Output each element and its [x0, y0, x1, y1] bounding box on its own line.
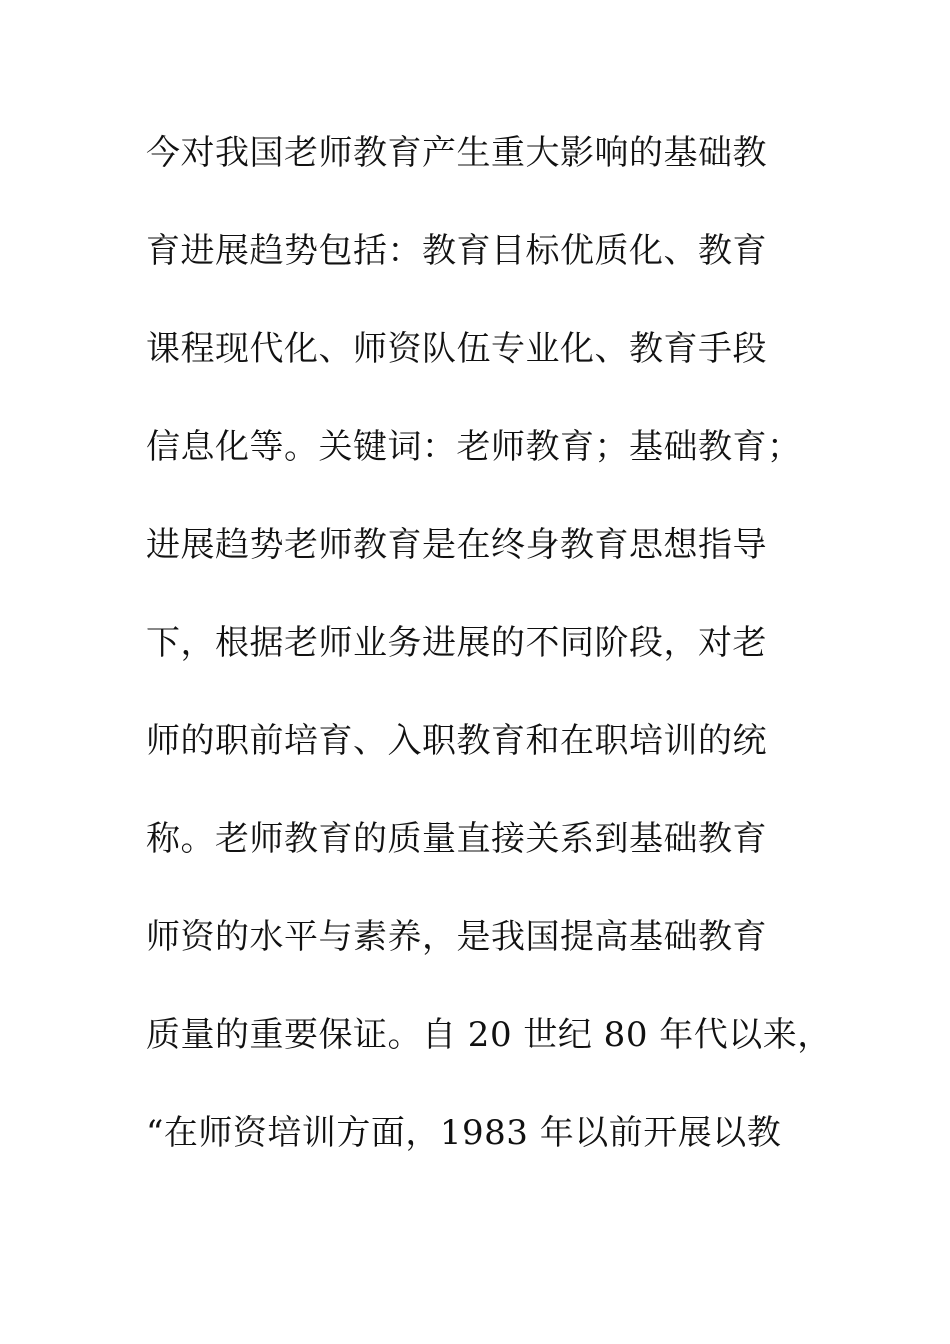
body-text [146, 128, 832, 1206]
text-line: 进展趋势老师教育是在终身教育思想指导 [146, 525, 767, 565]
text-line: 育进展趋势包括：教育目标优质化、教育 [146, 231, 767, 271]
text-line: 信息化等。关键词：老师教育；基础教育； [146, 427, 802, 467]
text-line: 师的职前培育、入职教育和在职培训的统 [146, 721, 767, 761]
text-line: “在师资培训方面，1983 年以前开展以教 [146, 1113, 782, 1153]
text-line: 质量的重要保证。自 20 世纪 80 年代以来， [146, 1015, 832, 1055]
text-line: 今对我国老师教育产生重大影响的基础教 [146, 133, 767, 173]
text-line: 下，根据老师业务进展的不同阶段，对老 [146, 623, 767, 663]
text-line: 称。老师教育的质量直接关系到基础教育 [146, 819, 767, 859]
text-line: 师资的水平与素养，是我国提高基础教育 [146, 917, 767, 957]
text-line: 课程现代化、师资队伍专业化、教育手段 [146, 329, 767, 369]
